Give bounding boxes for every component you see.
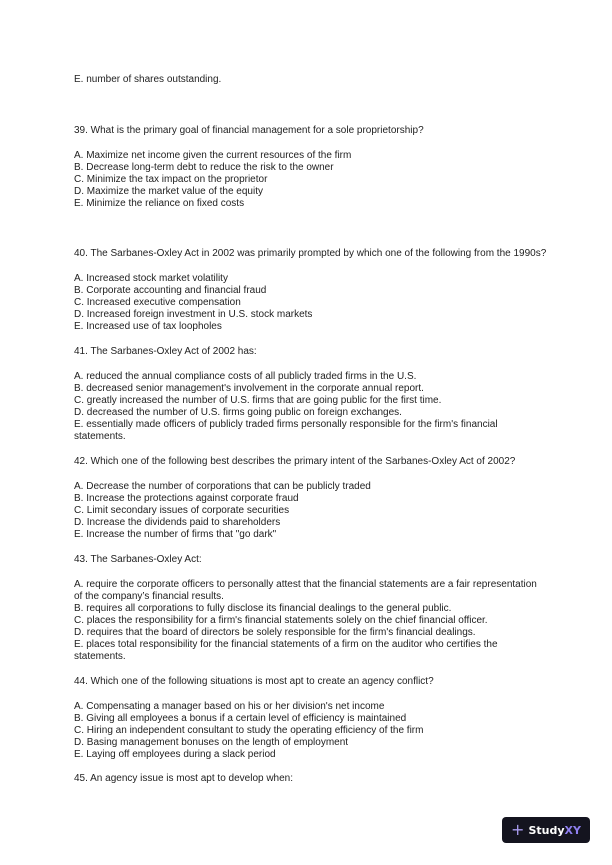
answer-options bbox=[74, 481, 544, 541]
answer-option: D. Maximize the market value of the equity bbox=[74, 186, 263, 197]
answer-option: A. Increased stock market volatility bbox=[74, 273, 228, 284]
answer-option: C. Hiring an independent consultant to study the operating efficiency of the firm bbox=[74, 725, 424, 736]
answer-option: E. places total responsibility for the financial statements of a firm on the auditor who certifies the statements. bbox=[74, 639, 498, 662]
answer-option: B. Decrease long-term debt to reduce the risk to the owner bbox=[74, 162, 334, 173]
answer-option: B. decreased senior management's involvement in the corporate annual report. bbox=[74, 383, 424, 394]
answer-option: B. Increase the protections against corporate fraud bbox=[74, 493, 299, 504]
answer-option: C. places the responsibility for a firm's financial statements solely on the chief financial officer. bbox=[74, 615, 488, 626]
question-text: 42. Which one of the following best describes the primary intent of the Sarbanes-Oxley Act of 2002? bbox=[74, 456, 516, 467]
answer-option: E. essentially made officers of publicly traded firms personally responsible for the firm's financial statements. bbox=[74, 419, 498, 442]
answer-option: A. Compensating a manager based on his or her division's net income bbox=[74, 701, 385, 712]
question-text: 45. An agency issue is most apt to develop when: bbox=[74, 773, 294, 784]
answer-option: D. requires that the board of directors be solely responsible for the firm's financial dealings. bbox=[74, 627, 476, 638]
question-block bbox=[74, 346, 544, 443]
brand-part-accent: XY bbox=[564, 823, 581, 837]
studyxy-logo-badge[interactable] bbox=[502, 817, 590, 843]
answer-option: D. decreased the number of U.S. firms going public on foreign exchanges. bbox=[74, 407, 402, 418]
question-block bbox=[74, 554, 544, 663]
answer-option: A. Decrease the number of corporations that can be publicly traded bbox=[74, 481, 371, 492]
question-block bbox=[74, 125, 544, 210]
answer-options bbox=[74, 150, 544, 210]
answer-option: D. Basing management bonuses on the length of employment bbox=[74, 737, 349, 748]
answer-options bbox=[74, 273, 544, 333]
question-text: 40. The Sarbanes-Oxley Act in 2002 was primarily prompted by which one of the following from the 1990s? bbox=[74, 248, 547, 259]
question-text: 41. The Sarbanes-Oxley Act of 2002 has: bbox=[74, 346, 257, 357]
brand-part: Study bbox=[528, 823, 565, 837]
question-block bbox=[74, 676, 544, 761]
brand-name bbox=[528, 824, 581, 837]
answer-option: D. Increase the dividends paid to shareholders bbox=[74, 517, 281, 528]
answer-option: E. Increased use of tax loopholes bbox=[74, 321, 222, 332]
answer-option: E. Increase the number of firms that "go dark" bbox=[74, 529, 277, 540]
answer-option: C. Minimize the tax impact on the proprietor bbox=[74, 174, 268, 185]
answer-option: B. Corporate accounting and financial fraud bbox=[74, 285, 267, 296]
answer-option: A. Maximize net income given the current resources of the firm bbox=[74, 150, 352, 161]
answer-option: A. require the corporate officers to personally attest that the financial statements are a fair representation of the company’s financial results. bbox=[74, 579, 537, 602]
plus-icon: + bbox=[511, 820, 525, 839]
question-block bbox=[74, 456, 544, 541]
previous-question-option bbox=[74, 74, 544, 86]
answer-option: D. Increased foreign investment in U.S. stock markets bbox=[74, 309, 313, 320]
answer-option: E. Minimize the reliance on fixed costs bbox=[74, 198, 245, 209]
question-block bbox=[74, 773, 544, 785]
option-text: E. number of shares outstanding. bbox=[74, 74, 222, 85]
answer-options bbox=[74, 579, 544, 663]
answer-option: A. reduced the annual compliance costs of all publicly traded firms in the U.S. bbox=[74, 371, 417, 382]
answer-option: C. Limit secondary issues of corporate securities bbox=[74, 505, 290, 516]
answer-option: E. Laying off employees during a slack period bbox=[74, 749, 276, 760]
answer-options bbox=[74, 701, 544, 761]
answer-options bbox=[74, 371, 544, 443]
answer-option: B. Giving all employees a bonus if a certain level of efficiency is maintained bbox=[74, 713, 407, 724]
answer-option: C. Increased executive compensation bbox=[74, 297, 241, 308]
question-text: 39. What is the primary goal of financial management for a sole proprietorship? bbox=[74, 125, 424, 136]
answer-option: B. requires all corporations to fully disclose its financial dealings to the general public. bbox=[74, 603, 452, 614]
question-text: 43. The Sarbanes-Oxley Act: bbox=[74, 554, 202, 565]
question-text: 44. Which one of the following situations is most apt to create an agency conflict? bbox=[74, 676, 434, 687]
question-block bbox=[74, 248, 547, 333]
answer-option: C. greatly increased the number of U.S. firms that are going public for the first time. bbox=[74, 395, 442, 406]
